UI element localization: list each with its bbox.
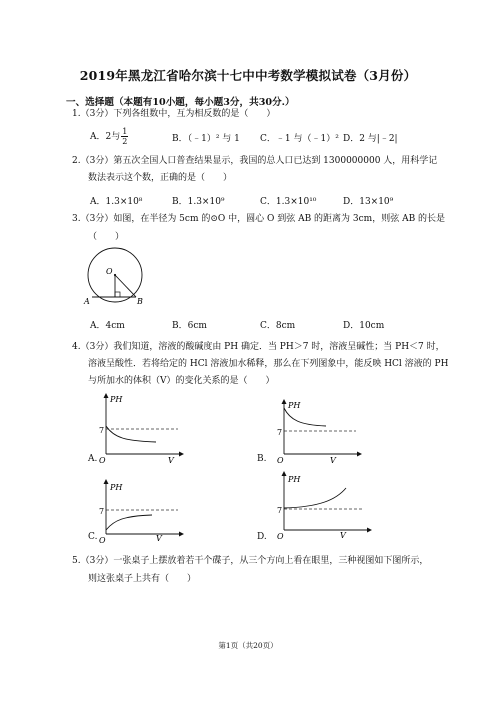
tick-7: 7 (99, 426, 105, 435)
q3-option-c: C．8cm (260, 321, 296, 331)
q2-option-a: A．1.3×10⁸ (90, 197, 143, 207)
q1-option-c: C．﹣1 与（﹣1）² (260, 134, 339, 144)
question-2-stem-line2: 数法表示这个数，正确的是（ ） (88, 173, 233, 183)
axis-label-v: V (340, 531, 346, 540)
circle-chord-figure (82, 246, 152, 308)
q1-option-d: D．2 与|﹣2| (343, 134, 398, 144)
question-1-stem: 1.（3分）下列各组数中，互为相反数的是（ ） (72, 109, 276, 119)
graph-b (264, 398, 364, 464)
tick-7: 7 (99, 507, 105, 516)
q1-option-b: B．（﹣1）² 与 1 (172, 134, 240, 144)
label-a: A (84, 297, 90, 306)
axis-label-v: V (156, 534, 162, 543)
q2-option-b: B．1.3×10⁹ (172, 197, 225, 207)
q1-option-a-label: A．2与 (90, 132, 121, 142)
graph-c (86, 478, 186, 544)
question-4-stem-line1: 4.（3分）我们知道，溶液的酸碱度由 PH 确定．当 PH＞7 时，溶液呈碱性；当 PH＜7 时， (72, 342, 445, 352)
tick-7: 7 (277, 506, 283, 515)
q2-option-c: C．1.3×10¹⁰ (260, 197, 317, 207)
fraction-numerator: 1 (122, 127, 128, 136)
q3-option-b: B．6cm (172, 321, 207, 331)
axis-label-ph: PH (288, 475, 301, 484)
question-5-stem-line2: 则这张桌子上共有（ ） (88, 574, 197, 584)
radius-ob (115, 275, 136, 297)
tick-7: 7 (277, 428, 283, 437)
origin-label: O (99, 456, 106, 464)
q4-option-c: C. (88, 532, 98, 542)
section-heading: 一、选择题（本题有10小题，每小题3分，共30分.） (66, 97, 295, 108)
center-point (114, 274, 116, 276)
ph-curve-b (284, 408, 326, 426)
graph-a (86, 392, 186, 464)
label-b: B (137, 297, 143, 306)
q4-option-a: A. (88, 454, 98, 464)
q3-option-a: A．4cm (90, 321, 125, 331)
right-angle-mark (115, 292, 120, 297)
question-4-stem-line2: 溶液呈酸性．若将给定的 HCl 溶液加水稀释，那么在下列图象中，能反映 HCl 溶液的 PH (88, 359, 449, 369)
axis-label-v: V (330, 456, 336, 464)
q2-option-d: D．13×10⁹ (343, 197, 394, 207)
q4-option-b: B. (257, 454, 267, 464)
page-footer: 第1页（共20页） (218, 641, 278, 650)
axis-label-ph: PH (110, 395, 123, 404)
ph-curve-c (106, 515, 152, 530)
origin-label: O (277, 456, 284, 464)
q4-option-d: D. (257, 532, 267, 542)
axis-label-ph: PH (288, 401, 301, 410)
axis-label-v: V (168, 456, 174, 464)
q1-option-a (90, 127, 128, 146)
origin-label: O (277, 532, 284, 540)
label-o: O (106, 267, 113, 276)
question-2-stem-line1: 2.（3分）第五次全国人口普查结果显示，我国的总人口已达到 1300000000 人，用科学记 (72, 156, 438, 166)
axis-label-ph: PH (110, 483, 123, 492)
page-title: 2019年黑龙江省哈尔滨十七中中考数学模拟试卷（3月份） (79, 68, 417, 83)
fraction-one-half (121, 127, 128, 146)
question-3-stem-line1: 3.（3分）如图，在半径为 5cm 的⊙O 中，圆心 O 到弦 AB 的距离为 3cm，则弦 AB 的长是 (72, 214, 446, 224)
fraction-denominator: 2 (122, 137, 128, 146)
question-3-stem-line2: （ ） (88, 232, 125, 242)
ph-curve-a (106, 426, 156, 442)
origin-label: O (99, 536, 106, 544)
question-5-stem-line1: 5.（3分）一张桌子上摆放着若干个碟子，从三个方向上看在眼里，三种视图如下图所示， (72, 556, 429, 566)
ph-curve-d (284, 488, 346, 508)
question-4-stem-line3: 与所加水的体积（V）的变化关系的是（ ） (88, 376, 275, 386)
graph-d (264, 470, 374, 540)
q3-option-d: D．10cm (343, 321, 385, 331)
